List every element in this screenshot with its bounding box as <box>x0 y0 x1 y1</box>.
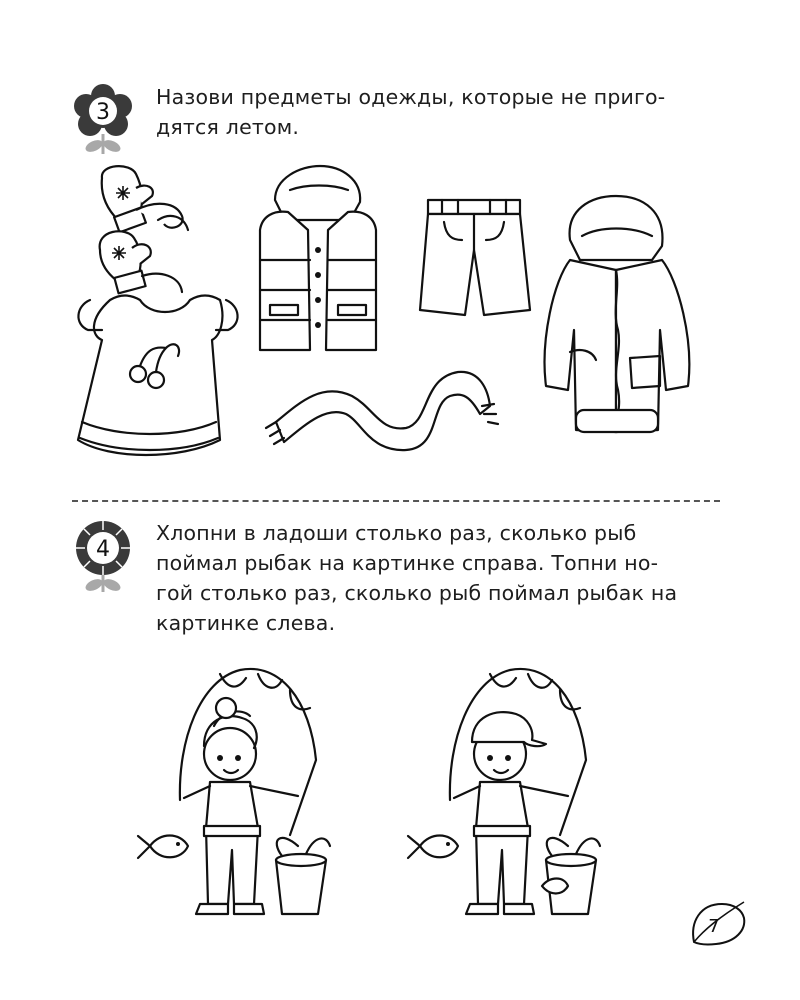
task-4-text <box>156 518 720 638</box>
dress-icon <box>78 296 238 456</box>
flower-badge-icon <box>72 82 134 160</box>
task-3-line-1: Назови предметы одежды, которые не приго- <box>156 85 666 109</box>
task-4-number: 4 <box>96 537 110 562</box>
vest-icon <box>260 166 376 350</box>
scarf-icon <box>266 372 498 450</box>
task-4-line-3: гой столько раз, сколько рыб поймал рыбак на <box>156 581 678 605</box>
task-4-line-1: Хлопни в ладоши столько раз, сколько рыб <box>156 521 637 545</box>
task-3-text <box>156 82 720 142</box>
mittens-icon <box>100 166 188 293</box>
task-3 <box>72 82 720 152</box>
jacket-icon <box>545 196 690 432</box>
task-4 <box>72 518 720 638</box>
page-number: 7 <box>708 916 720 937</box>
task-4-line-2: поймал рыбак на картинке справа. Топни но- <box>156 551 659 575</box>
girl-fisher-icon <box>138 669 330 914</box>
task-4-line-4: картинке слева. <box>156 611 336 635</box>
section-divider <box>72 500 720 502</box>
task-3-line-2: дятся летом. <box>156 115 300 139</box>
sunflower-badge-icon <box>72 518 134 596</box>
boy-fisher-icon <box>408 669 600 914</box>
task-3-number: 3 <box>96 100 110 125</box>
fishers-illustration <box>130 650 650 930</box>
clothes-illustration <box>70 160 730 470</box>
page-number-leaf-icon <box>688 896 748 948</box>
shorts-icon <box>420 200 530 315</box>
